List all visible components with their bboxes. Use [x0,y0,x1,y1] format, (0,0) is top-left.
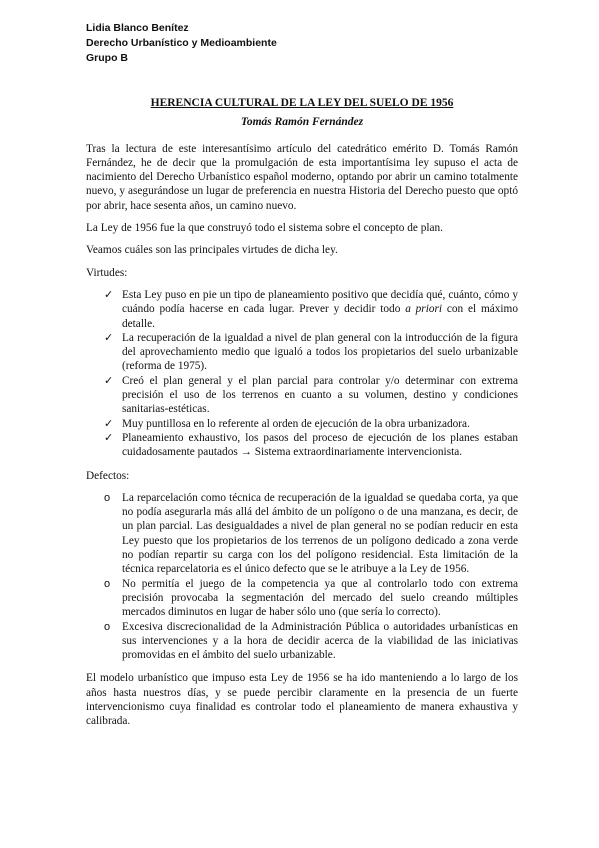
virtues-list [86,288,518,460]
bullet-circle-icon: o [104,577,111,590]
checkmark-icon: ✓ [104,430,114,444]
list-item [86,417,518,431]
document-subtitle: Tomás Ramón Fernández [240,116,364,129]
checkmark-icon: ✓ [104,330,114,344]
defects-label: Defectos: [86,469,130,482]
bullet-circle-icon: o [104,620,111,633]
course-subject: Derecho Urbanístico y Medioambiente [86,37,277,49]
arrow-right-icon: → [240,446,252,459]
list-item [86,288,518,331]
virtue-text: Planeamiento exhaustivo, los pasos del proceso de ejecución de los planes estaban cuidadosamente pautados [122,431,518,459]
virtue-text: Esta Ley puso en pie un tipo de planeamiento positivo que decidía qué, cuánto, cómo y cuándo podía hacerse en cada lugar. Prever y decidir todo [122,288,518,316]
intro-paragraph: Tras la lectura de este interesantísimo artículo del catedrático emérito D. Tomás Ramón Fernández, he de decir que la promulgación de esta importantísima ley supuso el acta de nacimiento del Derecho Urbanístico español moderno, optando por abrir un camino totalmente nuevo, y asegurándose un lugar de preferencia en nuestra Historia del Derecho puesto que optó por abrir, hace sesenta años, un camino nuevo. [86,142,518,212]
checkmark-icon: ✓ [104,373,114,387]
document-title: HERENCIA CULTURAL DE LA LEY DEL SUELO DE 1956 [150,97,454,109]
paragraph-plan: La Ley de 1956 fue la que construyó todo el sistema sobre el concepto de plan. [86,222,443,235]
defects-list [86,491,518,663]
list-item [86,431,518,460]
defect-text: No permitía el juego de la competencia ya que al controlarlo todo con extrema precisión provocaba la segmentación del mercado del suelo creando múltiples mercados diminutos en lugar de haber sólo uno (que sería lo correcto). [122,577,518,619]
bullet-circle-icon: o [104,491,111,504]
document-header [86,21,277,66]
list-item [86,620,518,663]
italic-term: a priori [405,303,443,316]
virtue-text: con el máximo detalle. [122,303,518,330]
checkmark-icon: ✓ [104,416,114,430]
paragraph-virtues-intro: Veamos cuáles son las principales virtudes de dicha ley. [86,244,338,257]
list-item [86,577,518,620]
group-label: Grupo B [86,52,128,64]
virtue-text: Sistema extraordinariamente intervencionista. [251,446,463,459]
author-name: Lidia Blanco Benítez [86,22,189,34]
defect-text: Excesiva discrecionalidad de la Administración Pública o autoridades urbanísticas en sus intervenciones y a la hora de decidir acerca de la viabilidad de las iniciativas promovidas en el ámbito del suelo urbanizable. [122,620,518,662]
virtue-text: Creó el plan general y el plan parcial para controlar y/o determinar con extrema precisión el uso de los terrenos en cuanto a su volumen, destino y condiciones sanitarias-estéticas. [122,374,518,416]
checkmark-icon: ✓ [104,287,114,301]
document-body [86,96,518,737]
virtues-label: Virtudes: [86,266,128,279]
list-item [86,374,518,417]
virtue-text: La recuperación de la igualdad a nivel de plan general con la introducción de la figura del aprovechamiento medio que igualó a todos los propietarios del suelo urbanizable (reforma de 1975). [122,331,518,373]
list-item [86,491,518,577]
list-item [86,331,518,374]
virtue-text: Muy puntillosa en lo referente al orden de ejecución de la obra urbanizadora. [122,417,470,430]
defect-text: La reparcelación como técnica de recuperación de la igualdad se quedaba corta, ya que no podía asegurarla más allá del ámbito de un polígono o de una manzana, es decir, de un plan parcial. Las desigualdades a nivel de plan general no se podían reducir en esta Ley puesto que los propietarios de los terrenos de un polígono dedicado a zona verde no podían repartir su carga con los del polígono residencial. Esta limitación de la técnica reparcelatoria es el único defecto que se le atribuye a la Ley de 1956. [122,491,518,576]
conclusion-paragraph: El modelo urbanístico que impuso esta Ley de 1956 se ha ido manteniendo a lo largo de los años hasta nuestros días, y se puede percibir claramente en la presencia de un fuerte intervencionismo cuya finalidad es controlar todo el planeamiento de manera exhaustiva y calibrada. [86,672,518,728]
